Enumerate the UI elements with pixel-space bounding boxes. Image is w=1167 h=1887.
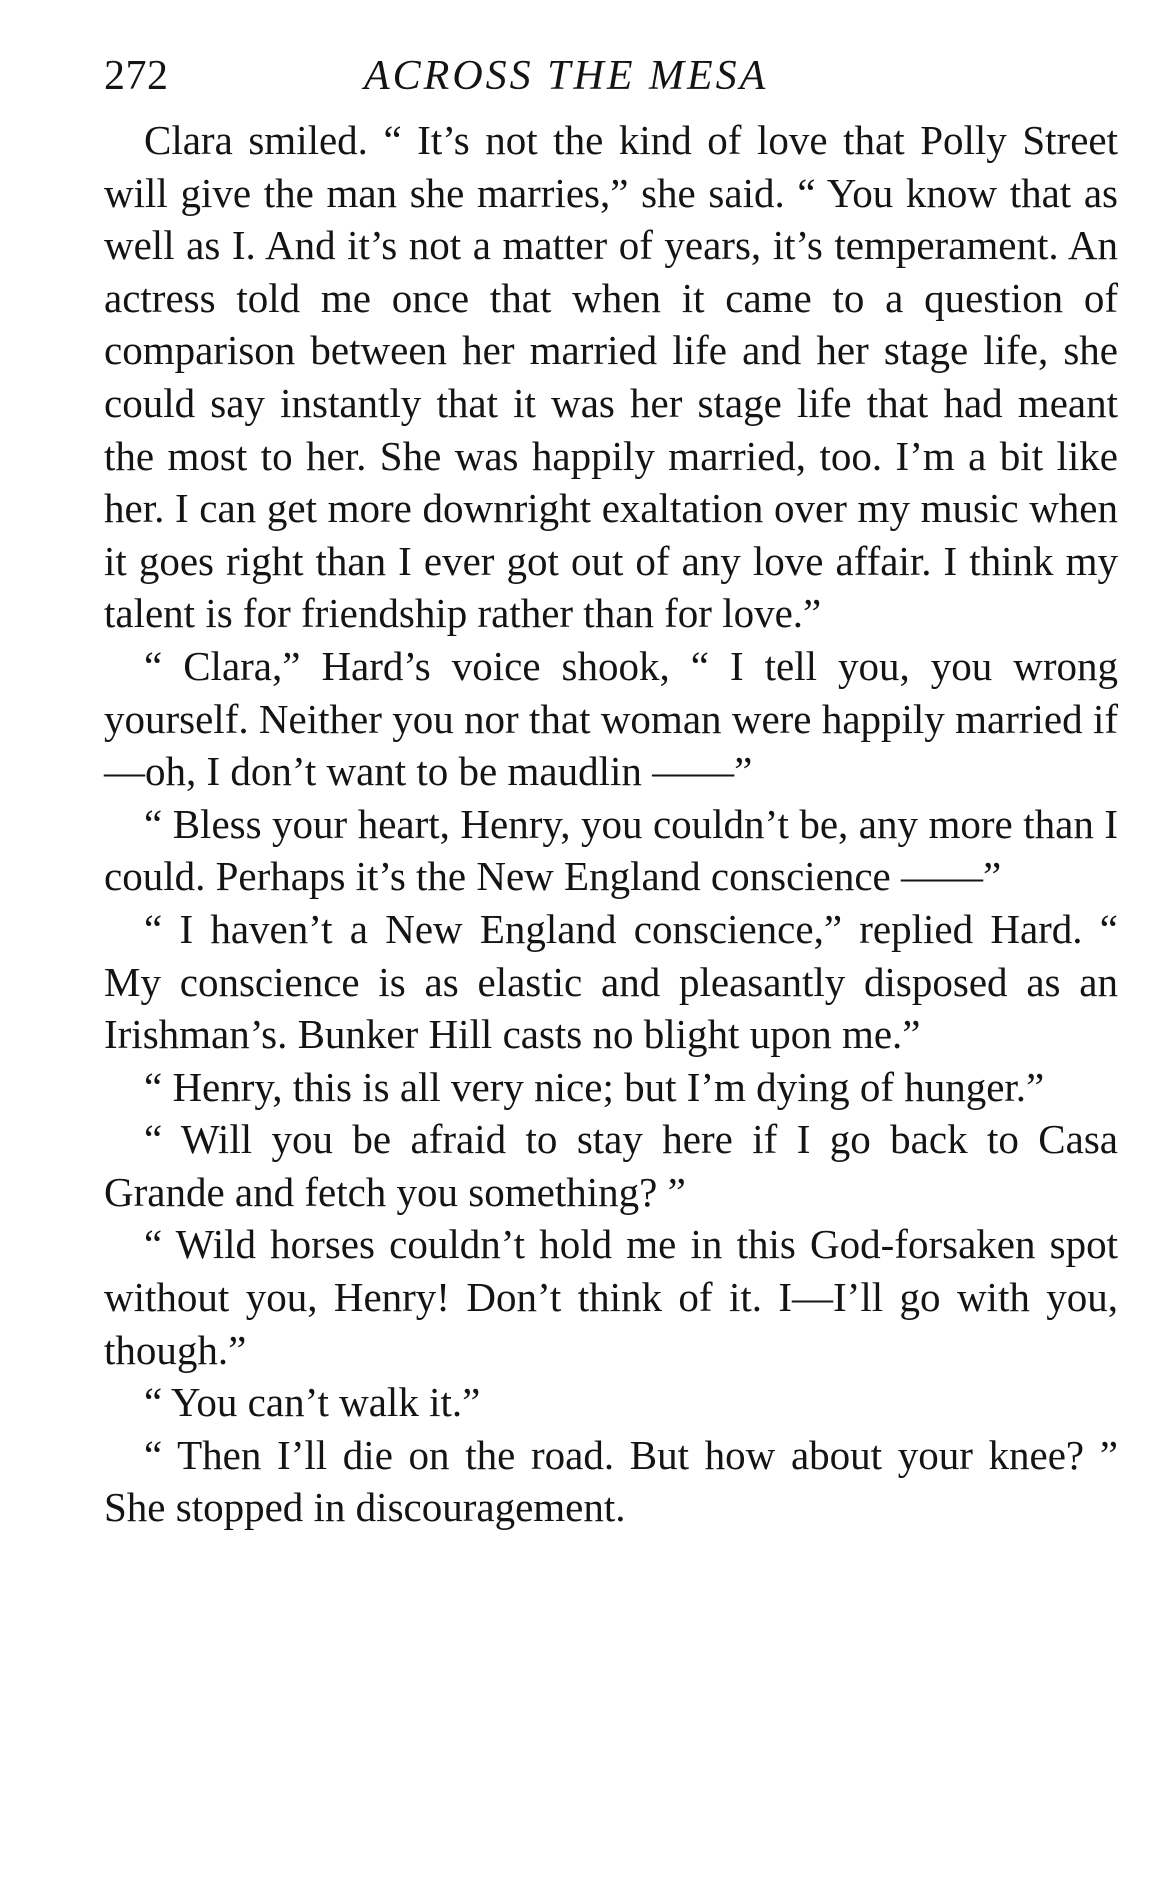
paragraph: Clara smiled. “ It’s not the kind of love that Polly Street will give the man she marries,” she said. “ You know that as well as I. And it’s not a matter of years, it’s temperament. An actress told me once that when it came to a question of comparison between her married life and her stage life, she could say instantly that it was her stage life that had meant the most to her. She was happily married, too. I’m a bit like her. I can get more downright exaltation over my music when it goes right than I ever got out of any love affair. I think my talent is for friendship rather than for love.” [104, 117, 1118, 637]
paragraph: “ Bless your heart, Henry, you couldn’t be, any more than I could. Perhaps it’s the New England conscience ——” [104, 800, 1118, 900]
running-head [104, 48, 1118, 114]
paragraph: “ I haven’t a New England conscience,” replied Hard. “ My conscience is as elastic and pleasantly disposed as an Irishman’s. Bunker Hill casts no blight upon me.” [104, 905, 1118, 1058]
body-text [104, 114, 1118, 1534]
paragraph: “ Then I’ll die on the road. But how about your knee? ” She stopped in discouragement. [104, 1431, 1118, 1531]
running-title: ACROSS THE MESA [364, 53, 769, 99]
page-number: 272 [104, 53, 169, 99]
paragraph: “ Will you be afraid to stay here if I go back to Casa Grande and fetch you something? ” [104, 1116, 1118, 1215]
paragraph: “ Clara,” Hard’s voice shook, “ I tell you, you wrong yourself. Neither you nor that woman were happily married if—oh, I don’t want to be maudlin ——” [104, 642, 1118, 795]
paragraph: “ Henry, this is all very nice; but I’m dying of hunger.” [144, 1063, 1045, 1110]
paragraph: “ Wild horses couldn’t hold me in this God-forsaken spot without you, Henry! Don’t think of it. I—I’ll go with you, though.” [104, 1221, 1118, 1373]
book-page [104, 48, 1118, 1534]
paragraph: “ You can’t walk it.” [144, 1379, 481, 1426]
